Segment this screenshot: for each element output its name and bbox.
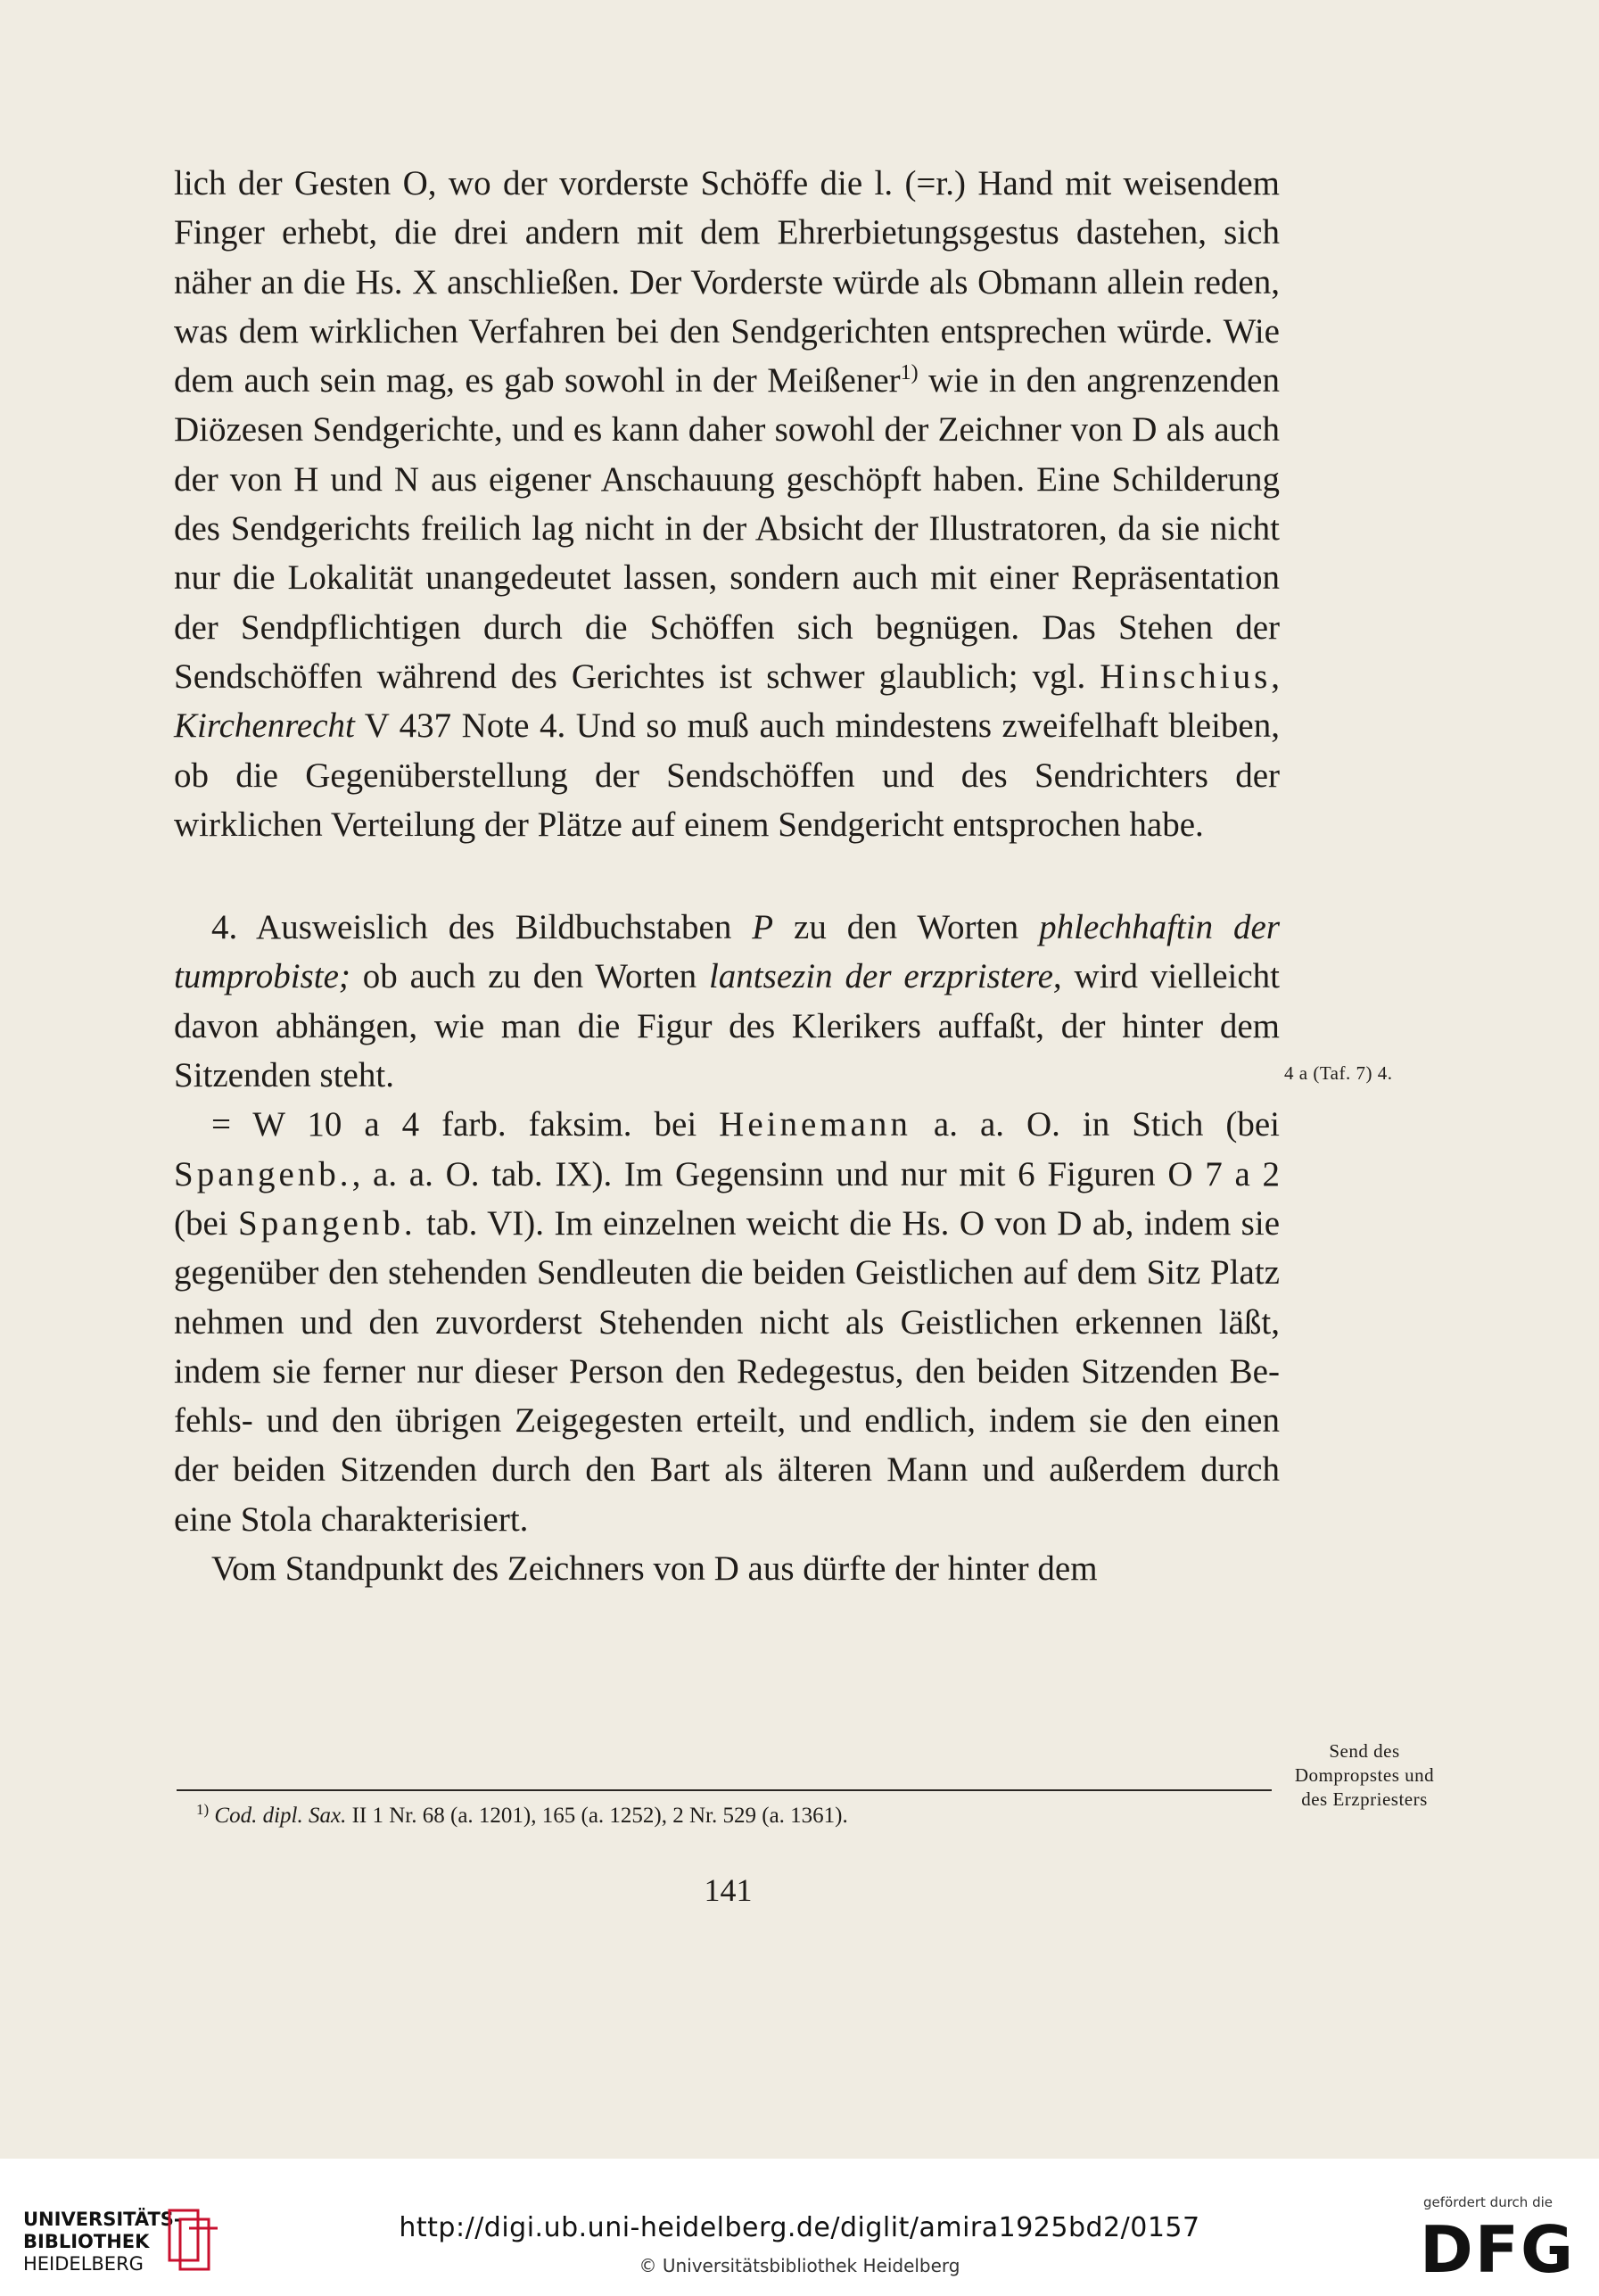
body-text [174,159,1280,1593]
footnote: $^{1)}$ Cod. dipl. Sax. II 1 Nr. 68 (a. 1201), 165 (a. 1252), 2 Nr. 529 (a. 1361). [196,1801,848,1828]
paragraph-2: 4. Ausweislich des Bildbuchstaben P zu den Worten phlechhaftin der tumprobiste; ob auch zu den Worten lantsezin der erzpristere, wird vielleicht davon abhängen, wie man die Figur des Klerikers auffaßt, der hinter dem Sitzenden steht. [174,908,1280,1095]
footnote-divider [177,1789,1272,1791]
footnote-ref: 1) [900,361,919,385]
dfg-logo[interactable]: DFG [1420,2212,1576,2287]
footer-bar [0,2159,1599,2296]
paragraph-3: = W 10 a 4 farb. faksim. bei Heinemann a. a. O. in Stich (bei Spangenb., a. a. O. tab. IX). Im Gegensinn und nur mit 6 Figuren O 7 a 2 (bei Spangenb. tab. VI). Im einzelnen weicht die Hs. O von D ab, indem sie gegenüber den stehenden Sendleuten die beiden Geistlichen auf dem Sitz Platz nehmen und den zuvorderst Stehenden nicht als Geistlichen erkennen läßt, indem sie ferner nur dieser Person den Redegestus, den beiden Sitzenden Befehls- und den übrigen Zeigegesten erteilt, und endlich, indem sie den einen der beiden Sitzenden durch den Bart als älteren Mann und außerdem durch eine Stola charakterisiert. [174,1105,1281,1539]
author-name: Hinschius [1100,657,1272,696]
funded-by-label: gefördert durch die [1423,2194,1553,2210]
paragraph-4: Vom Standpunkt des Zeichners von D aus dürfte der hinter dem [211,1549,1098,1589]
copyright-notice: © Universitätsbibliothek Heidelberg [639,2255,960,2276]
page-number: 141 [704,1872,753,1908]
book-title: Kirchenrecht [174,706,355,746]
paragraph-1: lich der Gesten O, wo der vorderste Schöffe die l. (=r.) Hand mit weisendem Finger erhebt, die drei andern mit dem Ehrerbietungsgestus dastehen, sich näher an die Hs. X anschließen. Der Vorderste würde als Obmann allein reden, was dem wirklichen Verfahren bei den Sendgerichten entsprechen würde. Wie dem auch sein mag, es gab sowohl in der Meißener$^{1)}$ wie in den angrenzenden Diözesen Sendgerichte, und es kann daher sowohl der Zeichner von D als auch der von H und N aus eigener Anschauung geschöpft haben. Eine Schilderung des Sendgerichts freilich lag nicht in der Absicht der Illustratoren, da sie nicht nur die Lokalität unangedeutet lassen, sondern auch mit einer Repräsentation der Sendpflichtigen durch die Schöffen sich begnügen. Das Stehen der Sendschöffen während des Gerichtes ist schwer glaublich; vgl. Hinschius, Kirchenrecht V 437 Note 4. Und so muß auch mindestens zweifelhaft bleiben, ob die Gegenüberstellung der Sendschöffen und des Sendrichters der wirklichen Verteilung der Plätze auf einem Sendgericht entsprochen habe. [174,164,1280,844]
margin-note-heading: Send des Dompropstes und des Erzpriesters [1294,1740,1435,1810]
library-logo-text[interactable]: UNIVERSITÄTS- BIBLIOTHEK HEIDELBERG [23,2209,182,2275]
permalink-url[interactable]: http://digi.ub.uni-heidelberg.de/diglit/amira1925bd2/0157 [399,2212,1200,2243]
margin-note-plate-ref: 4 a (Taf. 7) 4. [1284,1062,1393,1084]
